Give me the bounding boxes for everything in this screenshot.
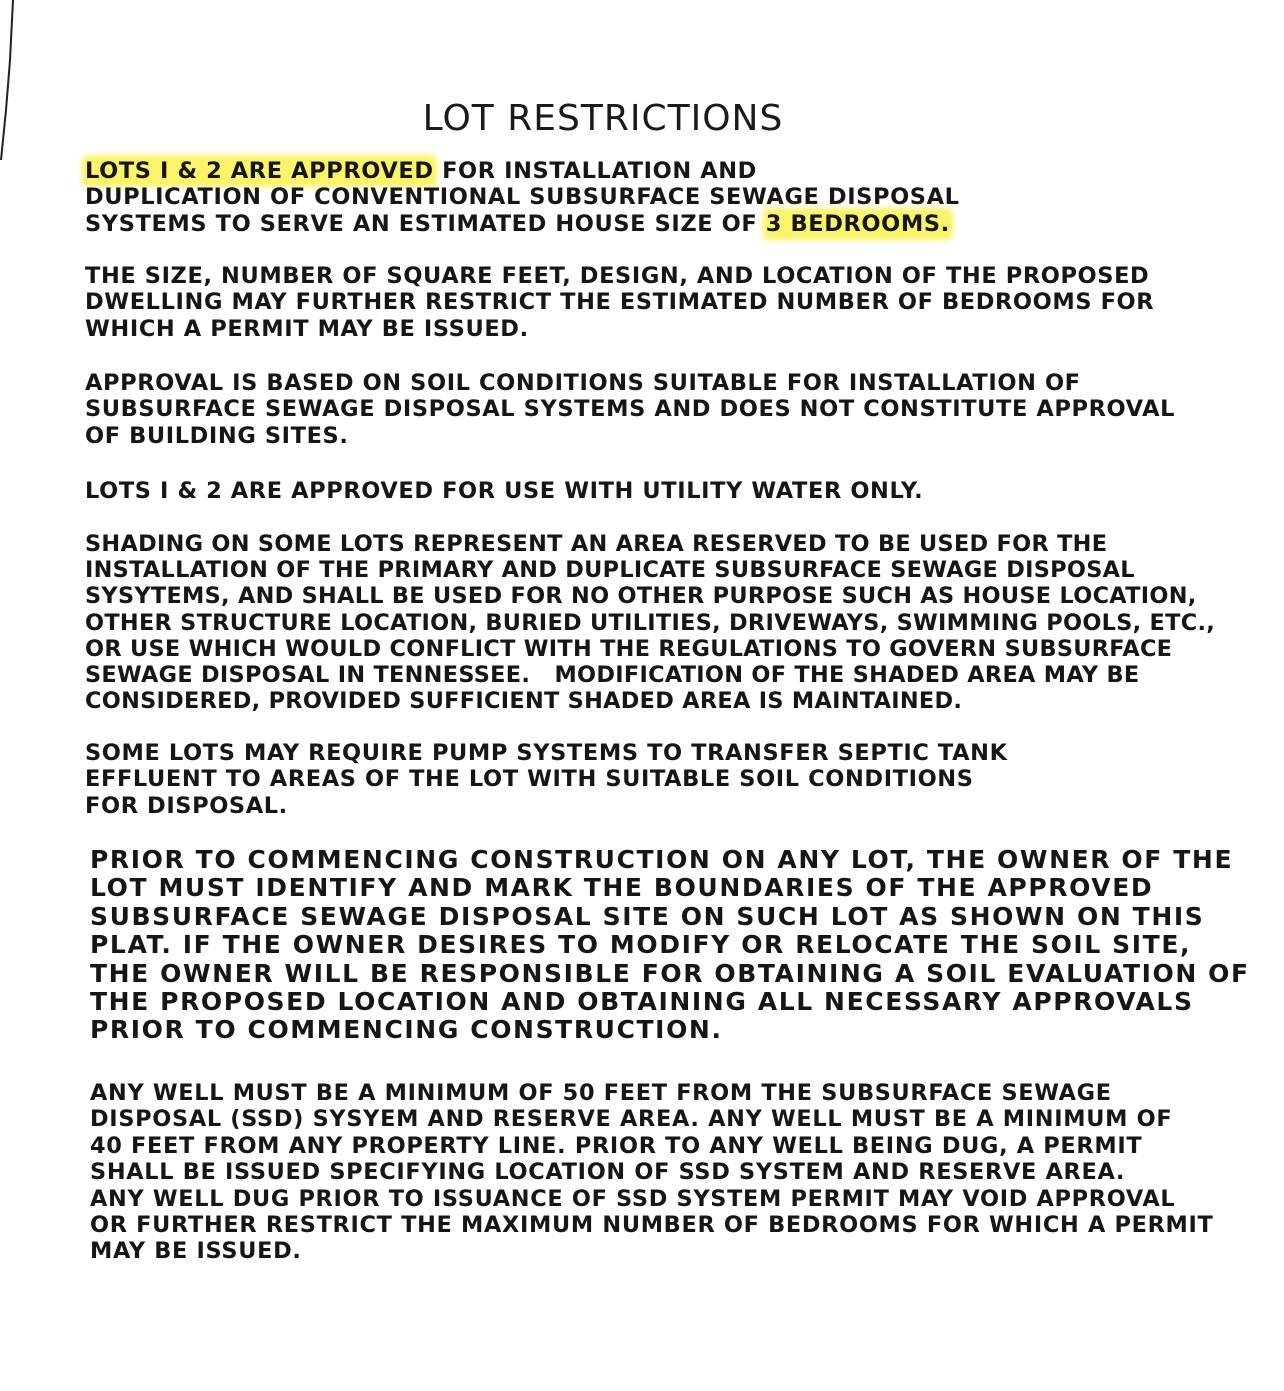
text-line: SHADING ON SOME LOTS REPRESENT AN AREA RESERVED TO BE USED FOR THE [85, 531, 1108, 557]
text-line: SEWAGE DISPOSAL IN TENNESSEE. MODIFICATION OF THE SHADED AREA MAY BE [85, 661, 1140, 688]
text-line [85, 158, 960, 184]
text-line: SUBSURFACE SEWAGE DISPOSAL SITE ON SUCH LOT AS SHOWN ON THIS [90, 901, 1205, 931]
paragraph-utility-water [85, 478, 923, 504]
paragraph-pump-systems [85, 740, 1008, 819]
text-line: MAY BE ISSUED. [90, 1238, 302, 1265]
text-line: OR USE WHICH WOULD CONFLICT WITH THE REGULATIONS TO GOVERN SUBSURFACE [85, 635, 1173, 662]
text-line: PRIOR TO COMMENCING CONSTRUCTION. [90, 1015, 723, 1045]
paragraph-soil-approval [85, 370, 1175, 449]
text-line: THE OWNER WILL BE RESPONSIBLE FOR OBTAINING A SOIL EVALUATION OF [90, 958, 1250, 988]
paragraph-well-distance [90, 1080, 1214, 1265]
text-line [85, 211, 960, 237]
text-line: ANY WELL MUST BE A MINIMUM OF 50 FEET FROM THE SUBSURFACE SEWAGE [90, 1080, 1112, 1106]
text-line: PRIOR TO COMMENCING CONSTRUCTION ON ANY LOT, THE OWNER OF THE [90, 845, 1234, 874]
text-line: OF BUILDING SITES. [85, 422, 349, 449]
text-line: SYSYTEMS, AND SHALL BE USED FOR NO OTHER PURPOSE SUCH AS HOUSE LOCATION, [85, 583, 1197, 610]
text-span: SYSTEMS TO SERVE AN ESTIMATED HOUSE SIZE OF [85, 210, 766, 237]
highlighted-text: 3 BEDROOMS. [765, 210, 950, 237]
text-line: OR FURTHER RESTRICT THE MAXIMUM NUMBER OF BEDROOMS FOR WHICH A PERMIT [90, 1211, 1214, 1238]
paragraph-shading [85, 531, 1215, 714]
text-line: THE PROPOSED LOCATION AND OBTAINING ALL NECESSARY APPROVALS [90, 986, 1194, 1016]
text-line: WHICH A PERMIT MAY BE ISSUED. [85, 315, 529, 342]
text-line: ANY WELL DUG PRIOR TO ISSUANCE OF SSD SYSTEM PERMIT MAY VOID APPROVAL [90, 1185, 1176, 1212]
text-line: EFFLUENT TO AREAS OF THE LOT WITH SUITABLE SOIL CONDITIONS [85, 766, 974, 793]
text-span: FOR INSTALLATION AND [433, 158, 757, 184]
text-line: DISPOSAL (SSD) SYSYEM AND RESERVE AREA. ANY WELL MUST BE A MINIMUM OF [90, 1106, 1173, 1133]
text-line: APPROVAL IS BASED ON SOIL CONDITIONS SUITABLE FOR INSTALLATION OF [85, 370, 1081, 396]
text-line: SHALL BE ISSUED SPECIFYING LOCATION OF SSD SYSTEM AND RESERVE AREA. [90, 1159, 1126, 1186]
text-line: INSTALLATION OF THE PRIMARY AND DUPLICATE SUBSURFACE SEWAGE DISPOSAL [85, 557, 1135, 584]
text-line: LOT MUST IDENTIFY AND MARK THE BOUNDARIES OF THE APPROVED [90, 873, 1154, 903]
highlighted-text: LOTS I & 2 ARE APPROVED [85, 158, 434, 184]
text-line: PLAT. IF THE OWNER DESIRES TO MODIFY OR RELOCATE THE SOIL SITE, [90, 930, 1192, 960]
page-title: LOT RESTRICTIONS [422, 98, 784, 139]
text-line: DUPLICATION OF CONVENTIONAL SUBSURFACE SEWAGE DISPOSAL [85, 184, 960, 211]
text-line: SOME LOTS MAY REQUIRE PUMP SYSTEMS TO TRANSFER SEPTIC TANK [85, 740, 1008, 766]
paragraph-lot-approval [85, 158, 960, 237]
text-line: DWELLING MAY FURTHER RESTRICT THE ESTIMATED NUMBER OF BEDROOMS FOR [85, 289, 1155, 316]
text-line: 40 FEET FROM ANY PROPERTY LINE. PRIOR TO ANY WELL BEING DUG, A PERMIT [90, 1132, 1143, 1159]
paragraph-construction [90, 846, 1250, 1045]
paragraph-dwelling-size [85, 263, 1154, 342]
text-line: CONSIDERED, PROVIDED SUFFICIENT SHADED AREA IS MAINTAINED. [85, 688, 963, 715]
text-line: SUBSURFACE SEWAGE DISPOSAL SYSTEMS AND DOES NOT CONSTITUTE APPROVAL [85, 396, 1176, 423]
text-line: LOTS I & 2 ARE APPROVED FOR USE WITH UTILITY WATER ONLY. [85, 478, 924, 504]
text-line: OTHER STRUCTURE LOCATION, BURIED UTILITIES, DRIVEWAYS, SWIMMING POOLS, ETC., [85, 609, 1216, 636]
text-line: FOR DISPOSAL. [85, 792, 288, 819]
text-line: THE SIZE, NUMBER OF SQUARE FEET, DESIGN, AND LOCATION OF THE PROPOSED [85, 263, 1150, 289]
